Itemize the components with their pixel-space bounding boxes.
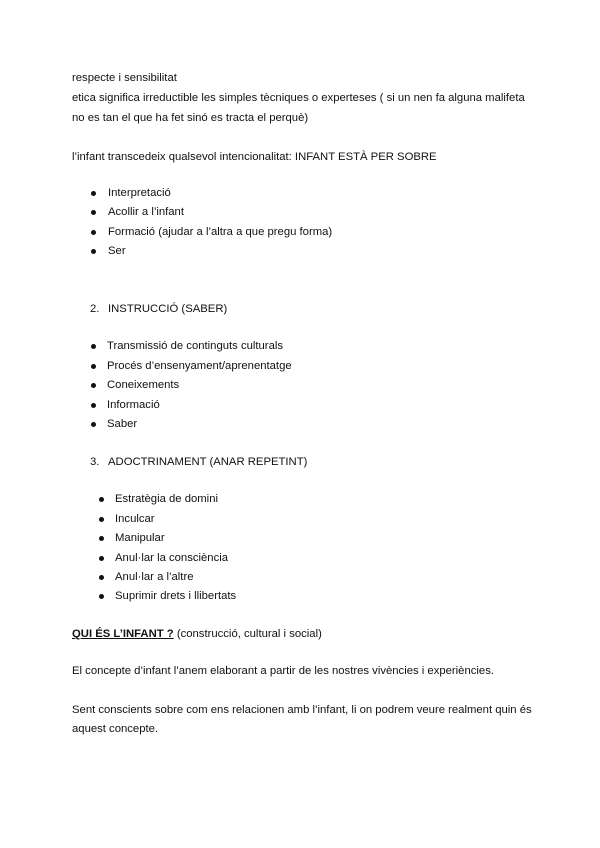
section3-heading: ADOCTRINAMENT (ANAR REPETINT) bbox=[108, 456, 308, 468]
section2-item: Informació bbox=[107, 399, 160, 411]
transcend-line: l’infant transcedeix qualsevol intencionalitat: INFANT ESTÀ PER SOBRE bbox=[72, 151, 437, 163]
intro-line-2: etica significa irreductible les simples tècniques o experteses ( si un nen fa alguna malifeta bbox=[72, 92, 525, 104]
qui-title: QUI ÉS L’INFANT ? bbox=[72, 628, 174, 640]
bullet-icon bbox=[91, 383, 96, 388]
bullet-icon bbox=[91, 230, 96, 235]
section3-item: Inculcar bbox=[115, 513, 155, 525]
qui-subtitle: (construcció, cultural i social) bbox=[176, 628, 322, 640]
section3-item: Suprimir drets i llibertats bbox=[115, 590, 237, 602]
section3-item: Estratègia de domini bbox=[115, 493, 218, 505]
bullet-icon bbox=[91, 210, 96, 215]
section3-number: 3. bbox=[90, 456, 100, 468]
section3-item: Anul·lar a l’altre bbox=[115, 571, 194, 583]
bullet-icon bbox=[91, 403, 96, 408]
bullet-icon bbox=[91, 249, 96, 254]
section2-item: Saber bbox=[107, 418, 138, 430]
bullet-icon bbox=[91, 422, 96, 427]
section2-heading: INSTRUCCIÓ (SABER) bbox=[108, 303, 228, 315]
bullet-icon bbox=[99, 497, 104, 502]
bullet-icon bbox=[99, 556, 104, 561]
paragraph-1: El concepte d’infant l’anem elaborant a partir de les nostres vivències i experiències. bbox=[72, 665, 494, 677]
bullet-icon bbox=[99, 536, 104, 541]
bullet-icon bbox=[99, 594, 104, 599]
section2-item: Coneixements bbox=[107, 379, 180, 391]
bullet-icon bbox=[91, 344, 96, 349]
section2-item: Transmissió de continguts culturals bbox=[107, 340, 284, 352]
section2-number: 2. bbox=[90, 303, 100, 315]
list1-item: Acollir a l’infant bbox=[108, 206, 184, 218]
qui-heading bbox=[72, 627, 322, 641]
paragraph-2-line-1: Sent conscients sobre com ens relacionen amb l’infant, li on podrem veure realment quin és bbox=[72, 704, 532, 716]
list1-item: Ser bbox=[108, 245, 126, 257]
section3-item: Anul·lar la consciència bbox=[115, 552, 229, 564]
bullet-icon bbox=[91, 364, 96, 369]
intro-line-1: respecte i sensibilitat bbox=[72, 72, 177, 84]
bullet-icon bbox=[99, 517, 104, 522]
paragraph-2-line-2: aquest concepte. bbox=[72, 723, 159, 735]
list1-item: Formació (ajudar a l’altra a que pregu forma) bbox=[108, 226, 333, 238]
bullet-icon bbox=[91, 191, 96, 196]
list1-item: Interpretació bbox=[108, 187, 171, 199]
intro-line-3: no es tan el que ha fet sinó es tracta el perquè) bbox=[72, 112, 309, 124]
bullet-icon bbox=[99, 575, 104, 580]
section3-item: Manipular bbox=[115, 532, 165, 544]
section2-item: Procés d’ensenyament/aprenentatge bbox=[107, 360, 292, 372]
